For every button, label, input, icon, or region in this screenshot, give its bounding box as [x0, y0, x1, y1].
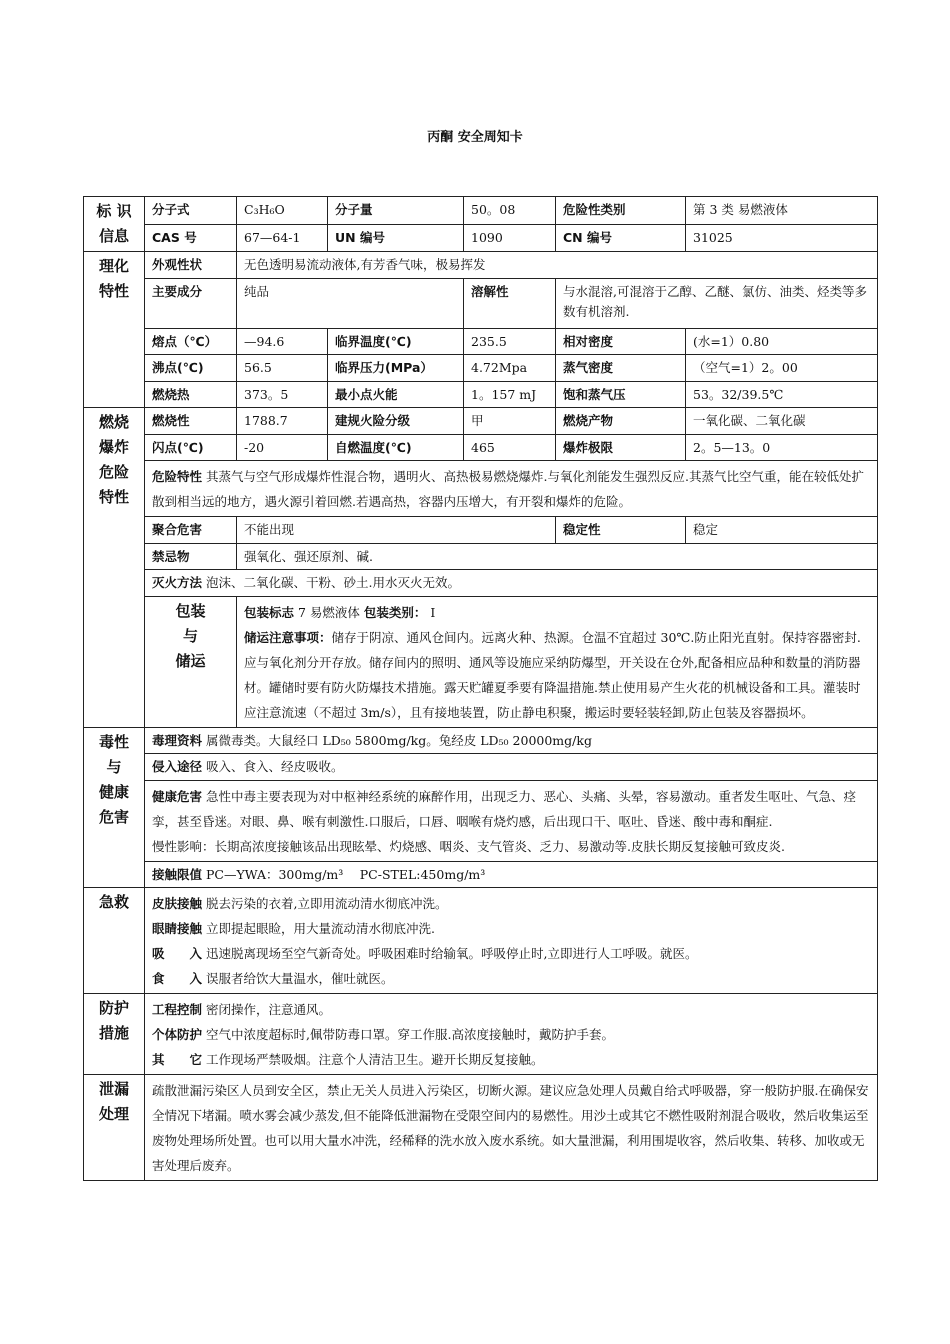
packaging-row — [84, 596, 878, 727]
limit-label: 接触限值 — [152, 866, 203, 882]
route-text: 吸入、食入、经皮吸收。 — [206, 759, 344, 774]
fire-hazard-cell — [145, 461, 878, 517]
heat-label: 燃烧热 — [145, 381, 237, 408]
leak-row — [84, 1075, 878, 1181]
fire-hazard-text: 其蒸气与空气形成爆炸性混合物，遇明火、高热极易燃烧爆炸.与氧化剂能发生强烈反应.其蒸气比空气重，能在较低处扩散到相当远的地方，遇火源引着回燃.若遇高热，容器内压增大，有开裂和爆炸的危险。 — [152, 469, 864, 509]
packaging-section-label: 包装 与 储运 — [145, 596, 237, 727]
fire-hazard-label: 危险特性 — [152, 469, 203, 484]
package-category-value: I — [430, 604, 436, 620]
vapor-density-value: （空气=1）2。00 — [686, 355, 878, 382]
autoign-label: 自燃温度(℃) — [328, 434, 464, 461]
sat-press-value: 53。32/39.5℃ — [686, 381, 878, 408]
protection-cell — [145, 994, 878, 1075]
formula-label: 分子式 — [145, 197, 237, 225]
skin-text: 脱去污染的衣着,立即用流动清水彻底冲洗。 — [206, 896, 448, 911]
mw-value: 50。08 — [464, 197, 556, 225]
products-label: 燃烧产物 — [556, 408, 686, 435]
combustibility-label: 燃烧性 — [145, 408, 237, 435]
crit-temp-value: 235.5 — [464, 328, 556, 355]
eng-label: 工程控制 — [152, 1002, 203, 1017]
crit-temp-label: 临界温度(℃) — [328, 328, 464, 355]
extinguish-value: 泡沫、二氧化碳、干粉、砂土.用水灭火无效。 — [206, 575, 460, 590]
toxicity-row-health — [84, 780, 878, 861]
component-label: 主要成分 — [145, 278, 237, 328]
storage-text: 储存于阴凉、通风仓间内。远离火种、热源。仓温不宜超过 30℃.防止阳光直射。保持容器密封.应与氧化剂分开存放。储存间内的照明、通风等设施应采纳防爆型，开关设在仓外,配备相应品种和数量的消防器材。罐储时要有防火防爆技术措施。露天贮罐夏季要有降温措施.禁止使用易产生火花的机械设备和工具。灌装时应注意流速（不超过 3m/s），且有接地装置，防止静电积聚，搬运时要轻装轻卸,防止包装及容器损坏。 — [244, 629, 861, 720]
storage-label: 储运注意事项： — [244, 629, 332, 645]
hazard-class-label: 危险性类别 — [556, 197, 686, 225]
physchem-row-mp — [84, 328, 878, 355]
fire-row-1 — [84, 408, 878, 435]
page-title: 丙酮 安全周知卡 — [427, 130, 523, 145]
personal-text: 空气中浓度超标时,佩带防毒口罩。穿工作服.高浓度接触时，戴防护手套。 — [206, 1027, 614, 1042]
crit-press-value: 4.72Mpa — [464, 355, 556, 382]
polymer-label: 聚合危害 — [145, 517, 237, 544]
appearance-value: 无色透明易流动液体,有芳香气味，极易挥发 — [237, 252, 878, 279]
inhale-text: 迅速脱离现场至空气新奇处。呼吸困难时给输氧。呼吸停止时,立即进行人工呼吸。就医。 — [206, 946, 698, 961]
combustibility-value: 1788.7 — [237, 408, 328, 435]
toxicity-row-route — [84, 754, 878, 781]
bp-value: 56.5 — [237, 355, 328, 382]
other-label: 其 它 — [152, 1052, 203, 1067]
identity-row-1 — [84, 197, 878, 225]
stability-label: 稳定性 — [556, 517, 686, 544]
mp-value: —94.6 — [237, 328, 328, 355]
limit-text: PC—YWA：300mg/m³ PC-STEL:450mg/m³ — [206, 866, 486, 882]
cas-value: 67—64-1 — [237, 224, 328, 252]
solubility-value: 与水混溶,可混溶于乙醇、乙醚、氯仿、油类、烃类等多数有机溶剂. — [556, 278, 878, 328]
mp-label: 熔点（℃） — [145, 328, 237, 355]
min-ignition-label: 最小点火能 — [328, 381, 464, 408]
extinguish-label: 灭火方法 — [152, 575, 203, 590]
products-value: 一氧化碳、二氧化碳 — [686, 408, 878, 435]
package-mark-value: 7 易燃液体 — [298, 604, 360, 620]
personal-label: 个体防护 — [152, 1027, 203, 1042]
vapor-density-label: 蒸气密度 — [556, 355, 686, 382]
cn-label: CN 编号 — [556, 224, 686, 252]
package-category-label: 包装类别： — [363, 604, 427, 620]
explosion-label: 爆炸极限 — [556, 434, 686, 461]
eng-text: 密闭操作，注意通风。 — [206, 1002, 332, 1017]
fire-row-incompat — [84, 543, 878, 570]
route-cell — [145, 754, 878, 781]
fire-section-label: 燃烧 爆炸 危险 特性 — [84, 408, 145, 728]
physchem-row-bp — [84, 355, 878, 382]
incompat-label: 禁忌物 — [145, 543, 237, 570]
fire-row-polymer — [84, 517, 878, 544]
mw-label: 分子量 — [328, 197, 464, 225]
firstaid-row — [84, 888, 878, 994]
ingest-label: 食 入 — [152, 971, 203, 986]
protection-section-label: 防护 措施 — [84, 994, 145, 1075]
ingest-text: 误服者给饮大量温水，催吐就医。 — [206, 971, 394, 986]
health-cell — [145, 780, 878, 861]
health-text: 急性中毒主要表现为对中枢神经系统的麻醉作用，出现乏力、恶心、头痛、头晕，容易激动。重者发生呕吐、气急、痉挛，甚至昏迷。对眼、鼻、喉有刺激性.口服后，口唇、咽喉有烧灼感，后出现口干、呕吐、昏迷、酸中毒和酮症. — [152, 788, 857, 829]
flash-value: -20 — [237, 434, 328, 461]
eye-text: 立即提起眼睑，用大量流动清水彻底冲洗. — [206, 921, 435, 936]
formula-value: C₃H₆O — [237, 197, 328, 225]
cn-value: 31025 — [686, 224, 878, 252]
rel-density-label: 相对密度 — [556, 328, 686, 355]
other-text: 工作现场严禁吸烟。注意个人清洁卫生。避开长期反复接触。 — [206, 1052, 544, 1067]
chronic-text: 慢性影响：长期高浓度接触该品出现眩晕、灼烧感、咽炎、支气管炎、乏力、易激动等.皮肤长期反复接触可致皮炎. — [152, 838, 785, 854]
health-label: 健康危害 — [152, 788, 203, 804]
physchem-section-label: 理化 特性 — [84, 252, 145, 408]
toxicity-row-limit — [84, 861, 878, 888]
identity-row-2 — [84, 224, 878, 252]
toxicity-section-label: 毒性 与 健康 危害 — [84, 727, 145, 888]
leak-section-label: 泄漏 处理 — [84, 1075, 145, 1181]
extinguish-cell — [145, 570, 878, 597]
sat-press-label: 饱和蒸气压 — [556, 381, 686, 408]
packaging-cell — [237, 596, 878, 727]
tox-label: 毒理资料 — [152, 732, 203, 748]
eye-label: 眼睛接触 — [152, 921, 203, 936]
min-ignition-value: 1。157 mJ — [464, 381, 556, 408]
firstaid-cell — [145, 888, 878, 994]
flash-label: 闪点(℃) — [145, 434, 237, 461]
rel-density-value: (水=1）0.80 — [686, 328, 878, 355]
crit-press-label: 临界压力(MPa） — [328, 355, 464, 382]
toxicity-row-tox — [84, 727, 878, 754]
leak-text: 疏散泄漏污染区人员到安全区，禁止无关人员进入污染区，切断火源。建议应急处理人员戴自给式呼吸器，穿一般防护服.在确保安全情况下堵漏。喷水雾会减少蒸发,但不能降低泄漏物在受限空间内的易燃性。用沙土或其它不燃性吸附剂混合吸收，然后收集运至废物处理场所处置。也可以用大量水冲洗，经稀释的洗水放入废水系统。如大量泄漏，利用围堤收容，然后收集、转移、加收或无害处理后废弃。 — [145, 1075, 878, 1181]
un-label: UN 编号 — [328, 224, 464, 252]
physchem-row-appearance — [84, 252, 878, 279]
limit-cell — [145, 861, 878, 888]
solubility-label: 溶解性 — [464, 278, 556, 328]
tox-cell — [145, 727, 878, 754]
component-value: 纯品 — [237, 278, 464, 328]
polymer-value: 不能出现 — [237, 517, 556, 544]
explosion-value: 2。5—13。0 — [686, 434, 878, 461]
route-label: 侵入途径 — [152, 759, 203, 774]
bp-label: 沸点(℃) — [145, 355, 237, 382]
tox-text: 属微毒类。大鼠经口 LD₅₀ 5800mg/kg。兔经皮 LD₅₀ 20000mg/kg — [206, 732, 592, 748]
fire-row-extinguish — [84, 570, 878, 597]
un-value: 1090 — [464, 224, 556, 252]
cas-label: CAS 号 — [145, 224, 237, 252]
heat-value: 373。5 — [237, 381, 328, 408]
fire-class-value: 甲 — [464, 408, 556, 435]
incompat-value: 强氧化、强还原剂、碱. — [237, 543, 878, 570]
firstaid-section-label: 急救 — [84, 888, 145, 994]
fire-class-label: 建规火险分级 — [328, 408, 464, 435]
inhale-label: 吸 入 — [152, 946, 203, 961]
hazard-class-value: 第 3 类 易燃液体 — [686, 197, 878, 225]
identity-section-label: 标 识 信息 — [84, 197, 145, 252]
fire-row-2 — [84, 434, 878, 461]
physchem-row-heat — [84, 381, 878, 408]
stability-value: 稳定 — [686, 517, 878, 544]
skin-label: 皮肤接触 — [152, 896, 203, 911]
autoign-value: 465 — [464, 434, 556, 461]
package-mark-label: 包装标志 — [244, 604, 295, 620]
physchem-row-component — [84, 278, 878, 328]
appearance-label: 外观性状 — [145, 252, 237, 279]
safety-card-table — [83, 196, 878, 1181]
protection-row — [84, 994, 878, 1075]
fire-row-hazard — [84, 461, 878, 517]
